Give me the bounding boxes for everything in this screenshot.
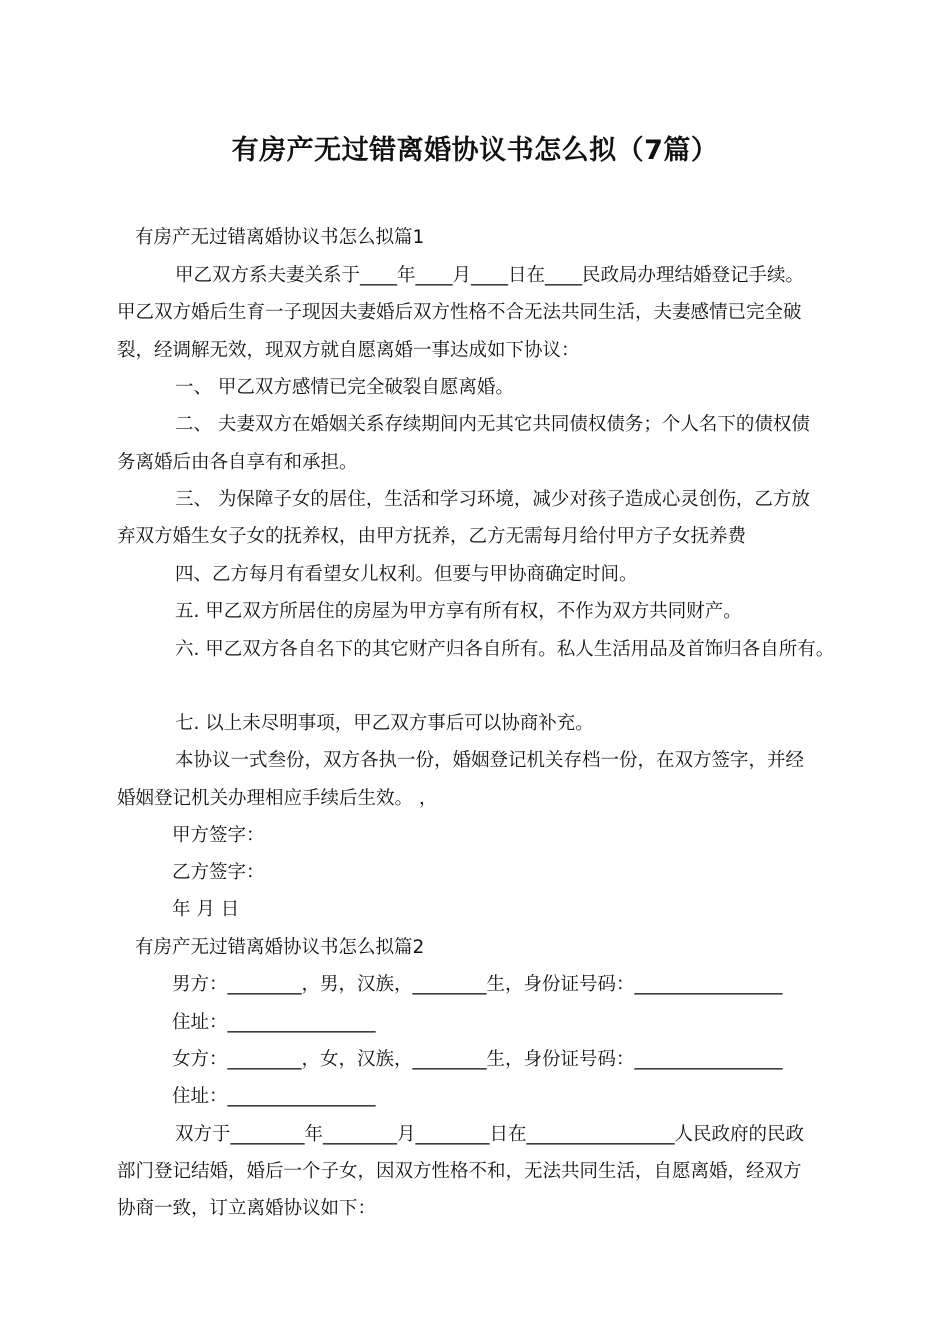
paragraph-line: 裂，经调解无效，现双方就自愿离婚一事达成如下协议： bbox=[117, 340, 580, 361]
document-title: 有房产无过错离婚协议书怎么拟（7篇） bbox=[231, 135, 719, 166]
paragraph-line: 住址：________________ bbox=[172, 1086, 376, 1107]
paragraph-line: 婚姻登记机关办理相应手续后生效。 ， bbox=[117, 788, 438, 809]
clause-line: 五. 甲乙双方所居住的房屋为甲方享有所有权，不作为双方共同财产。 bbox=[175, 601, 742, 622]
clause-line: 一、 甲乙双方感情已完全破裂自愿离婚。 bbox=[175, 377, 514, 398]
clause-line: 六. 甲乙双方各自名下的其它财产归各自所有。私人生活用品及首饰归各自所有。 bbox=[175, 639, 835, 660]
date-line: 年 月 日 bbox=[172, 899, 240, 920]
paragraph-line: 双方于________年________月________日在________________人民政府的民政 bbox=[175, 1124, 805, 1145]
section-heading: 有房产无过错离婚协议书怎么拟篇2 bbox=[135, 937, 425, 958]
section-heading: 有房产无过错离婚协议书怎么拟篇1 bbox=[135, 227, 425, 248]
paragraph-line: 务离婚后由各自享有和承担。 bbox=[117, 452, 358, 473]
clause-line: 三、 为保障子女的居住，生活和学习环境，减少对孩子造成心灵创伤，乙方放 bbox=[175, 489, 810, 510]
paragraph-line: 甲乙双方系夫妻关系于____年____月____日在____民政局办理结婚登记手续。 bbox=[175, 265, 805, 286]
clause-line: 四、乙方每月有看望女儿权利。但要与甲协商确定时间。 bbox=[175, 564, 638, 585]
paragraph-line: 甲乙双方婚后生育一子现因夫妻婚后双方性格不合无法共同生活，夫妻感情已完全破 bbox=[117, 302, 802, 323]
paragraph-line: 部门登记结婚，婚后一个子女，因双方性格不和，无法共同生活，自愿离婚，经双方 bbox=[117, 1161, 802, 1182]
signature-line-party-b: 乙方签字： bbox=[172, 862, 265, 883]
paragraph-line: 本协议一式叁份，双方各执一份，婚姻登记机关存档一份，在双方签字，并经 bbox=[175, 750, 805, 771]
clause-line: 二、 夫妻双方在婚姻关系存续期间内无其它共同债权债务；个人名下的债权债 bbox=[175, 414, 810, 435]
paragraph-line: 男方：________，男，汉族，________生，身份证号码：________________ bbox=[172, 974, 783, 995]
paragraph-line: 协商一致，订立离婚协议如下： bbox=[117, 1198, 377, 1219]
paragraph-line: 弃双方婚生女子女的抚养权，由甲方抚养，乙方无需每月给付甲方子女抚养费 bbox=[117, 526, 747, 547]
signature-line-party-a: 甲方签字： bbox=[172, 825, 265, 846]
clause-line: 七. 以上未尽明事项，甲乙双方事后可以协商补充。 bbox=[175, 713, 594, 734]
paragraph-line: 女方：________，女，汉族，________生，身份证号码：________________ bbox=[172, 1049, 783, 1070]
paragraph-line: 住址：________________ bbox=[172, 1012, 376, 1033]
